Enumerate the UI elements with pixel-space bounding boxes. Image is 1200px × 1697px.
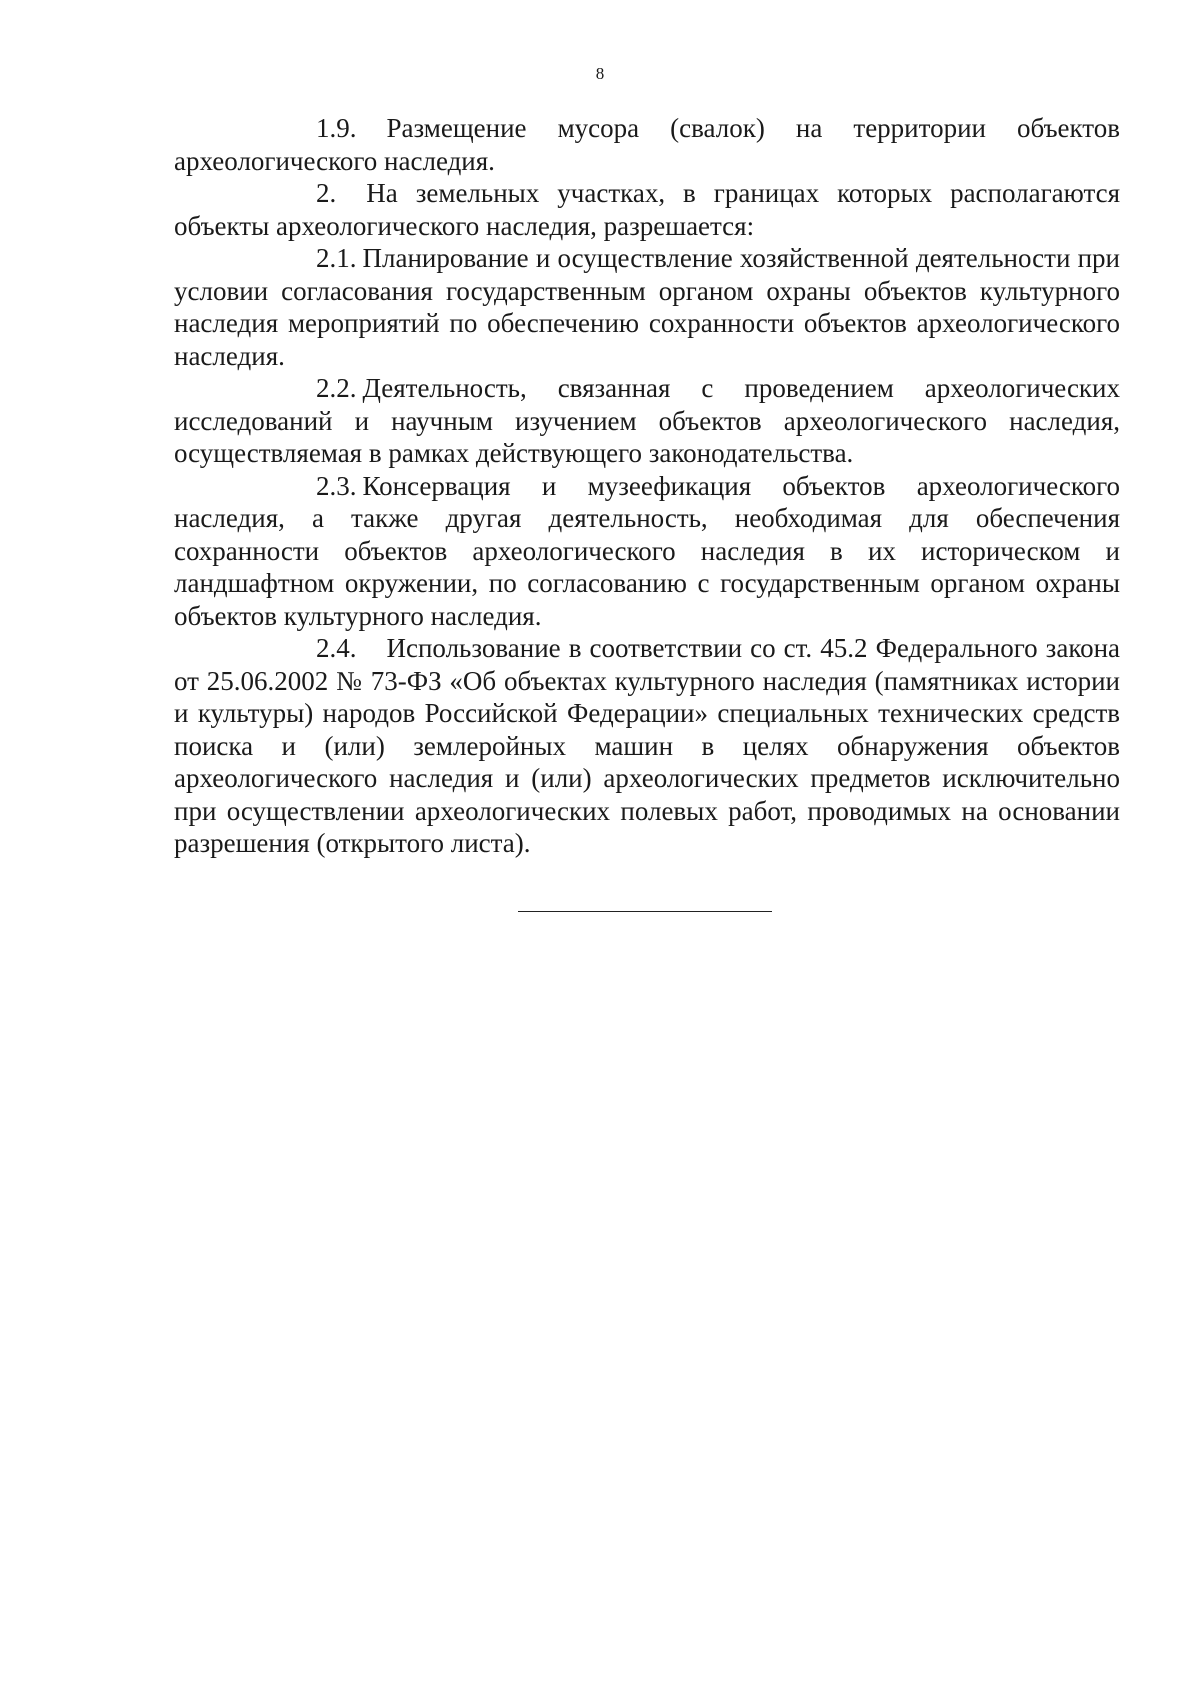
paragraph-text: Деятельность, связанная с проведением археологических исследований и научным изучением объектов археологического наследия, осуществляемая в рамках действующего законодательства. bbox=[174, 373, 1120, 468]
paragraph-text: На земельных участках, в границах которых располагаются объекты археологического наследия, разрешается: bbox=[174, 178, 1120, 241]
document-body bbox=[174, 112, 1120, 860]
paragraph-text: Консервация и музеефикация объектов археологического наследия, а также другая деятельность, необходимая для обеспечения сохранности объектов археологического наследия в их историческом и ландшафтном окружении, по согласованию с государственным органом охраны объектов культурного наследия. bbox=[174, 470, 1120, 631]
paragraph-text: Планирование и осуществление хозяйственной деятельности при условии согласования государственным органом охраны объектов культурного наследия мероприятий по обеспечению сохранности объектов археологического наследия. bbox=[174, 243, 1120, 371]
paragraph-number: 2.3. bbox=[316, 470, 357, 501]
paragraph-1-9 bbox=[174, 112, 1120, 177]
paragraph-number: 2.4. bbox=[316, 633, 357, 663]
paragraph-2-3 bbox=[174, 470, 1120, 633]
paragraph-2 bbox=[174, 177, 1120, 242]
paragraph-text: Использование в соответствии со ст. 45.2 Федерального закона от 25.06.2002 № 73-ФЗ «Об объектах культурного наследия (памятниках истории и культуры) народов Российской Федерации» специальных технических средств поиска и (или) землеройных машин в целях обнаружения объектов археологического наследия и (или) археологических предметов исключительно при осуществлении археологических полевых работ, проводимых на основании разрешения (открытого листа). bbox=[174, 633, 1120, 858]
paragraph-number: 2.2. bbox=[316, 373, 357, 403]
paragraph-2-2 bbox=[174, 372, 1120, 470]
paragraph-2-4 bbox=[174, 632, 1120, 860]
end-of-document-rule bbox=[518, 911, 772, 912]
paragraph-number: 2. bbox=[316, 178, 337, 208]
paragraph-2-1 bbox=[174, 242, 1120, 372]
paragraph-number: 1.9. bbox=[316, 113, 357, 143]
paragraph-text: Размещение мусора (свалок) на территории объектов археологического наследия. bbox=[174, 113, 1120, 176]
paragraph-number: 2.1. bbox=[316, 243, 357, 273]
page-number: 8 bbox=[595, 64, 605, 83]
